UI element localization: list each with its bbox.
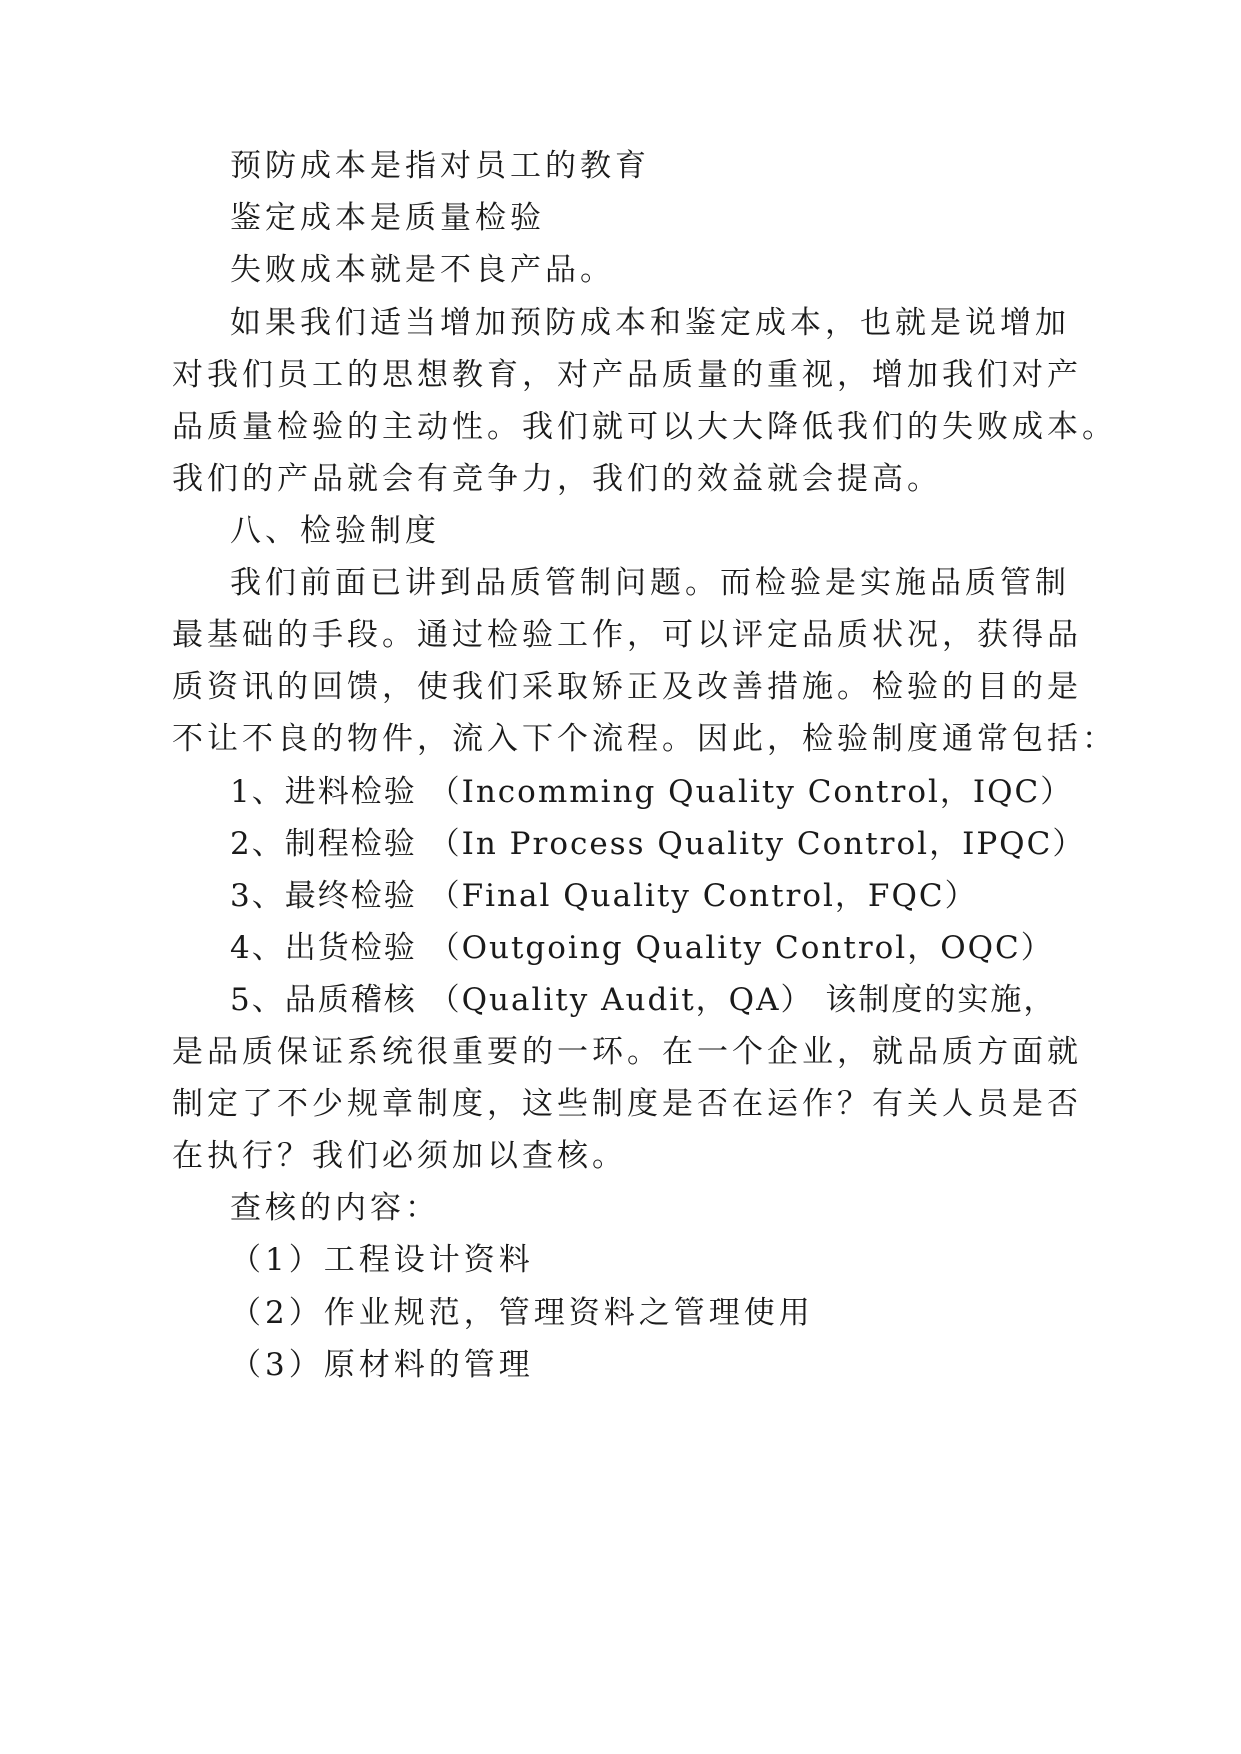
paragraph-line-9: 我们前面已讲到品质管制问题。而检验是实施品质管制 xyxy=(230,565,1070,601)
text-line-2: 鉴定成本是质量检验 xyxy=(230,200,545,236)
list-item-qa: 5、品质稽核 （Quality Audit，QA） 该制度的实施， xyxy=(230,982,1057,1018)
audit-item-2: （2）作业规范，管理资料之管理使用 xyxy=(230,1295,814,1331)
paragraph-line-5: 对我们员工的思想教育，对产品质量的重视，增加我们对产 xyxy=(172,357,1082,393)
text-line-1: 预防成本是指对员工的教育 xyxy=(230,148,650,184)
paragraph-line-19: 制定了不少规章制度，这些制度是否在运作？有关人员是否 xyxy=(172,1086,1082,1122)
list-item-fqc: 3、最终检验 （Final Quality Control，FQC） xyxy=(230,878,978,914)
audit-item-3: （3）原材料的管理 xyxy=(230,1347,534,1383)
paragraph-line-20: 在执行？我们必须加以查核。 xyxy=(172,1138,627,1174)
text-line-3: 失败成本就是不良产品。 xyxy=(230,252,615,288)
paragraph-line-18: 是品质保证系统很重要的一环。在一个企业，就品质方面就 xyxy=(172,1034,1082,1070)
list-item-oqc: 4、出货检验 （Outgoing Quality Control，OQC） xyxy=(230,930,1054,966)
paragraph-line-10: 最基础的手段。通过检验工作，可以评定品质状况，获得品 xyxy=(172,617,1082,653)
list-item-ipqc: 2、制程检验 （In Process Quality Control，IPQC） xyxy=(230,826,1086,862)
subheading-audit-content: 查核的内容： xyxy=(230,1190,440,1226)
paragraph-line-12: 不让不良的物件，流入下个流程。因此，检验制度通常包括： xyxy=(172,721,1117,757)
paragraph-line-11: 质资讯的回馈，使我们采取矫正及改善措施。检验的目的是 xyxy=(172,669,1082,705)
section-heading: 八、检验制度 xyxy=(230,513,440,549)
paragraph-line-4: 如果我们适当增加预防成本和鉴定成本，也就是说增加 xyxy=(230,305,1070,341)
paragraph-line-7: 我们的产品就会有竞争力，我们的效益就会提高。 xyxy=(172,461,942,497)
audit-item-1: （1）工程设计资料 xyxy=(230,1242,534,1278)
list-item-iqc: 1、进料检验 （Incomming Quality Control，IQC） xyxy=(230,774,1074,810)
paragraph-line-6: 品质量检验的主动性。我们就可以大大降低我们的失败成本。 xyxy=(172,409,1117,445)
